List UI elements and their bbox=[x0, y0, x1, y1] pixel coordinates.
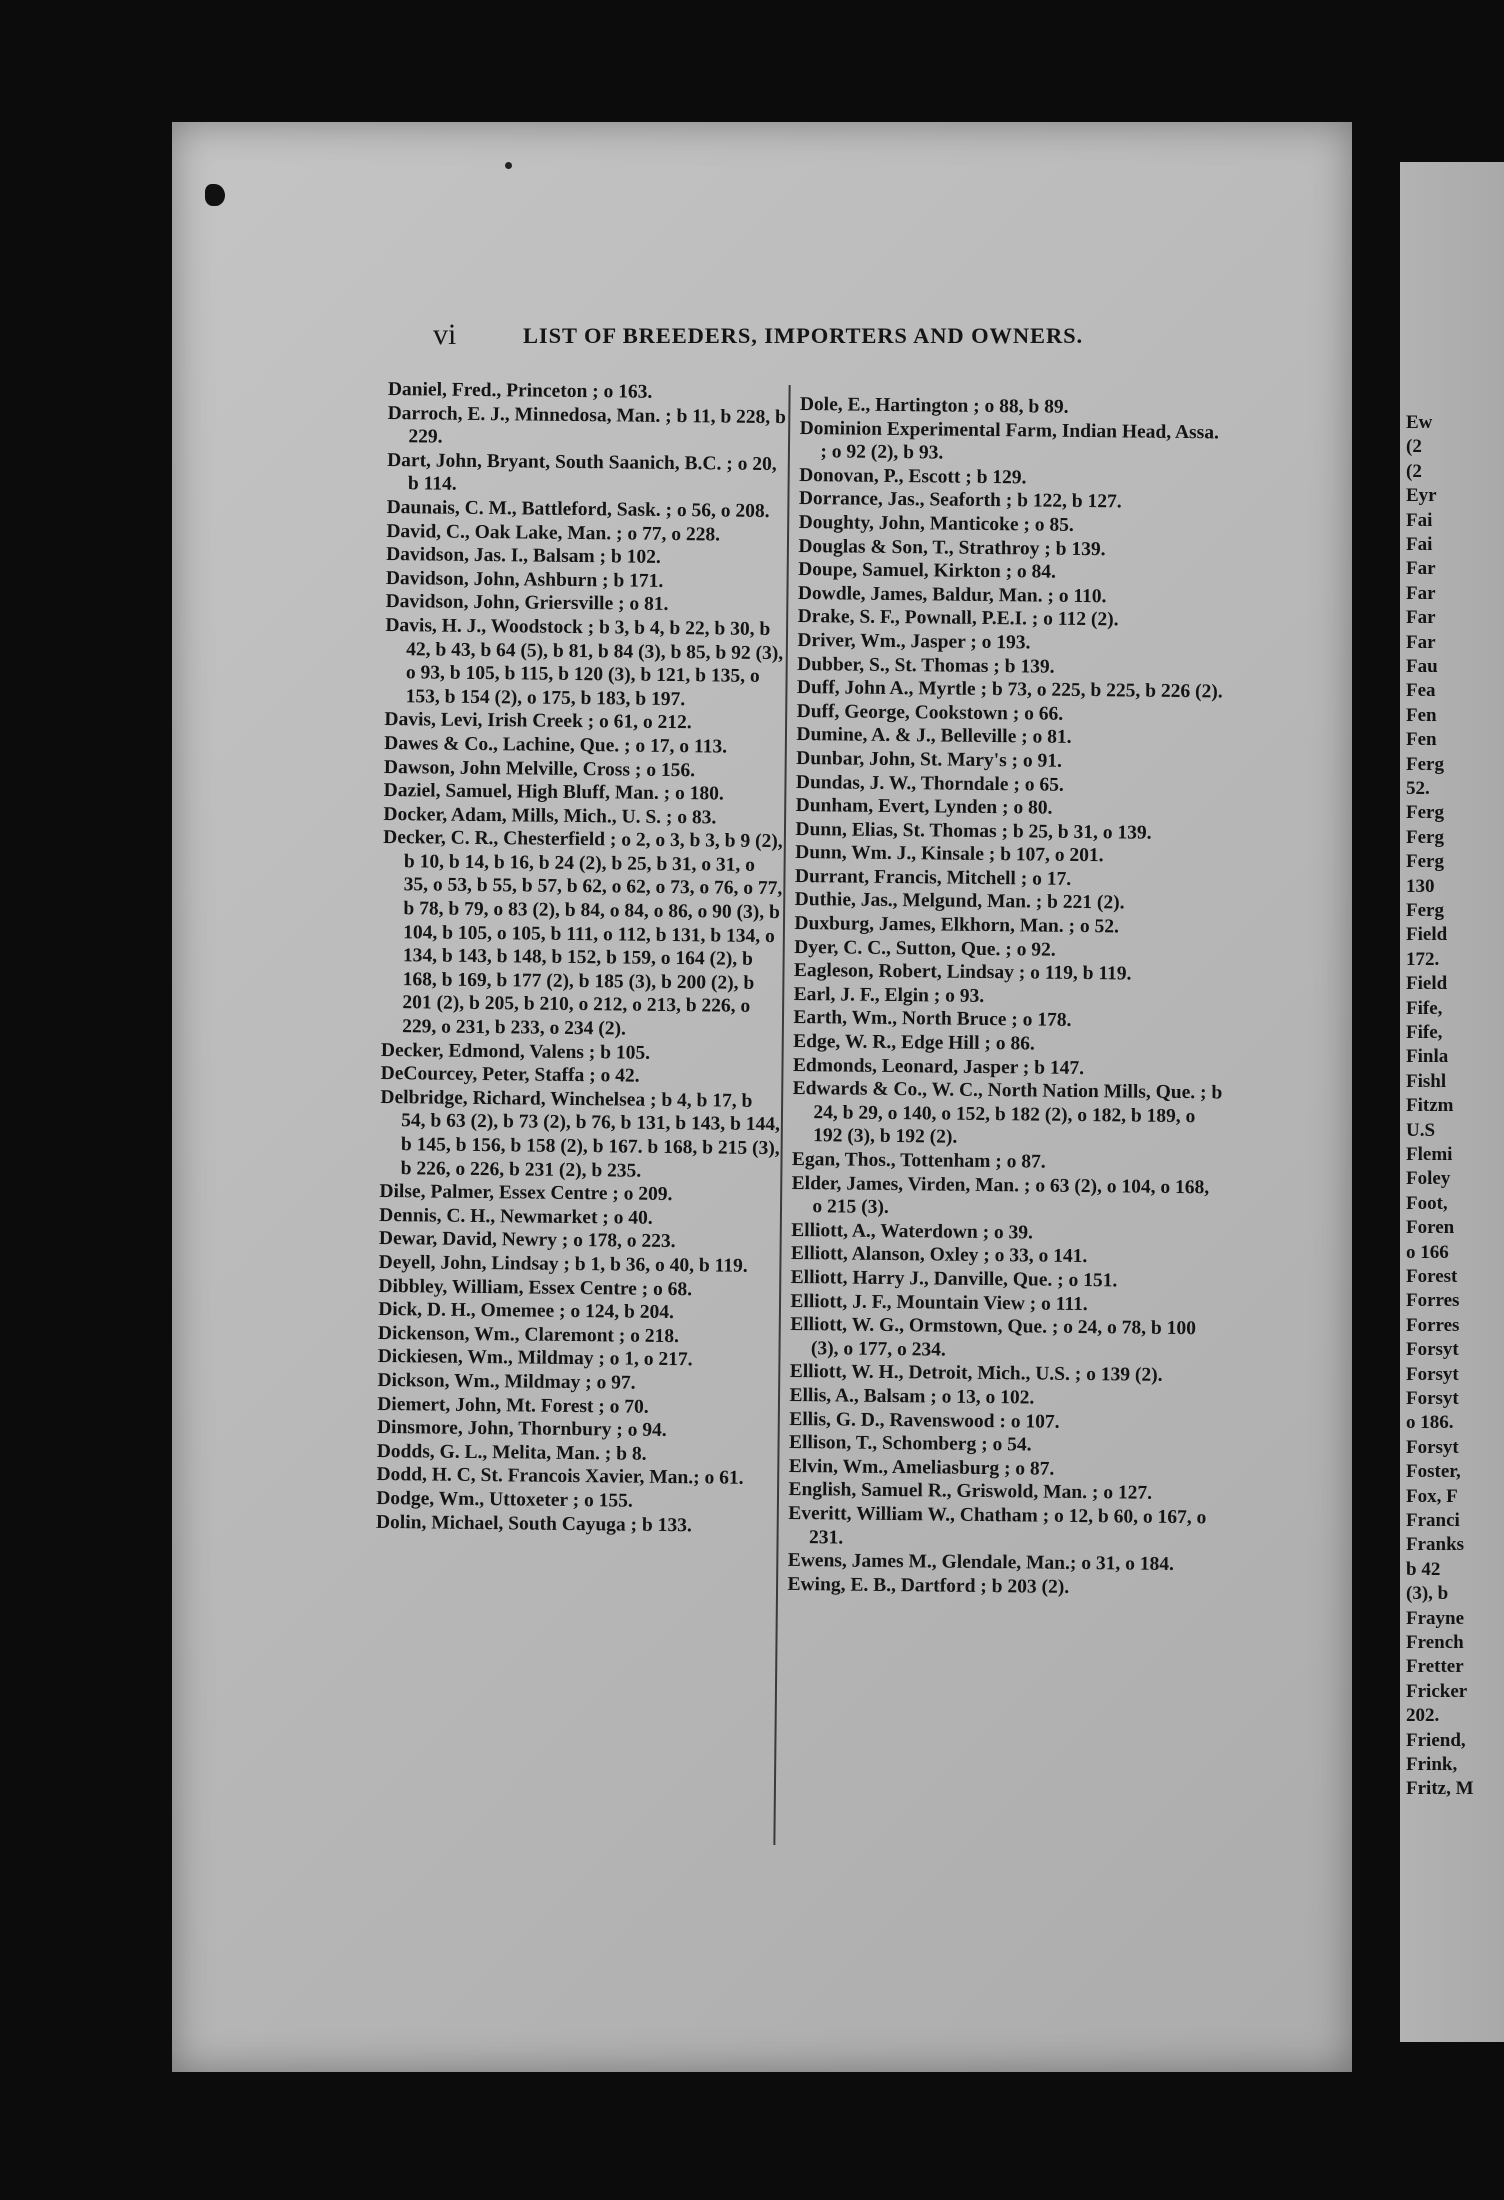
index-entry: Dundas, J. W., Thorndale ; o 65. bbox=[795, 771, 1064, 796]
index-entry: Dodds, G. L., Melita, Man. ; b 8. bbox=[376, 1440, 647, 1465]
index-entry: Edge, W. R., Edge Hill ; o 86. bbox=[793, 1030, 1035, 1055]
facing-page-fragment: Flemi bbox=[1406, 1144, 1453, 1165]
index-entry: Dumine, A. & J., Belleville ; o 81. bbox=[796, 724, 1072, 749]
facing-page-fragment: Fife, bbox=[1406, 1022, 1443, 1043]
index-entry: Davidson, Jas. I., Balsam ; b 102. bbox=[386, 544, 661, 569]
index-entry: Dominion Experimental Farm, Indian Head, Assa. ; o 92 (2), b 93. bbox=[799, 417, 1220, 464]
index-entry: Doughty, John, Manticoke ; o 85. bbox=[798, 511, 1074, 536]
index-entry: Decker, C. R., Chesterfield ; o 2, o 3, b 3, b 9 (2), b 10, b 14, b 16, b 24 (2), b 25, b 31, o 31, o 35, o 53, b 55, b 57, b 62, o 62, o 73, o 76, o 77, b 78, b 79, o 83 (2), b 84, o 84, o 86, o 90 (3), b 104, b 105, o 105, b 111, o 112, b 131, b 134, o 134, b 143, b 148, b 152, b 159, o 164 (2), b 168, b 169, b 177 (2), b 185 (3), b 200 (2), b 201 (2), b 205, b 210, o 212, o 213, b 226, o 229, o 231, b 233, o 234 (2). bbox=[383, 827, 783, 1040]
index-entry: Dunn, Elias, St. Thomas ; b 25, b 31, o 139. bbox=[795, 818, 1152, 844]
facing-page-fragment: (2 bbox=[1406, 460, 1422, 482]
facing-page-fragment: Foster, bbox=[1406, 1461, 1461, 1483]
index-entry: Edwards & Co., W. C., North Nation Mills, Que. ; b 24, b 29, o 140, o 152, b 182 (2), o 182, b 189, o 192 (3), b 192 (2). bbox=[792, 1078, 1223, 1149]
index-entry: Deyell, John, Lindsay ; b 1, b 36, o 40, b 119. bbox=[378, 1251, 748, 1277]
facing-page-fragment: o 166 bbox=[1406, 1241, 1449, 1263]
index-entry: David, C., Oak Lake, Man. ; o 77, o 228. bbox=[386, 520, 721, 546]
facing-page-fragment: Forsyt bbox=[1406, 1363, 1459, 1385]
facing-page-fragment: o 186. bbox=[1406, 1412, 1454, 1434]
index-entry: Dickiesen, Wm., Mildmay ; o 1, o 217. bbox=[377, 1346, 693, 1371]
index-entry: DeCourcey, Peter, Staffa ; o 42. bbox=[380, 1063, 640, 1087]
facing-page-fragment: Friend, bbox=[1406, 1729, 1466, 1751]
facing-page-fragment: Frayne bbox=[1406, 1607, 1465, 1629]
index-entry: Ewens, James M., Glendale, Man.; o 31, o 184. bbox=[787, 1550, 1175, 1576]
index-entry: Dick, D. H., Omemee ; o 124, b 204. bbox=[378, 1299, 675, 1324]
index-entry: Eagleson, Robert, Lindsay ; o 119, b 119. bbox=[793, 960, 1132, 985]
index-entry: Dibbley, William, Essex Centre ; o 68. bbox=[378, 1275, 693, 1300]
facing-page-fragment: Forsyt bbox=[1406, 1339, 1459, 1361]
index-entry: Delbridge, Richard, Winchelsea ; b 4, b 17, b 54, b 63 (2), b 73 (2), b 76, b 131, b 143, b 144, b 145, b 156, b 158 (2), b 167. b 168, b 215 (3), b 226, o 226, b 231 (2), b 235. bbox=[380, 1086, 780, 1182]
facing-page-fragment: (2 bbox=[1406, 436, 1422, 458]
index-entry: Dawes & Co., Lachine, Que. ; o 17, o 113. bbox=[384, 732, 728, 758]
index-entry: Edmonds, Leonard, Jasper ; b 147. bbox=[792, 1054, 1085, 1079]
facing-page-fragment: Eyr bbox=[1406, 485, 1437, 507]
index-entry: Elliott, Harry J., Danville, Que. ; o 151. bbox=[790, 1266, 1118, 1292]
facing-page-fragment: Foot, bbox=[1406, 1192, 1448, 1214]
facing-page-edge bbox=[1400, 162, 1504, 2042]
index-entry: Dinsmore, John, Thornbury ; o 94. bbox=[376, 1417, 667, 1442]
facing-page-fragment: Fishl bbox=[1406, 1070, 1447, 1092]
index-entry: Dunbar, John, St. Mary's ; o 91. bbox=[796, 747, 1063, 772]
index-entry: English, Samuel R., Griswold, Man. ; o 127. bbox=[788, 1479, 1153, 1505]
facing-page-fragment: Fea bbox=[1406, 680, 1436, 702]
page-header bbox=[433, 318, 1153, 352]
index-entry: Duxburg, James, Elkhorn, Man. ; o 52. bbox=[794, 913, 1120, 938]
index-entry: Dole, E., Hartington ; o 88, b 89. bbox=[799, 393, 1069, 418]
index-entry: Dunn, Wm. J., Kinsale ; b 107, o 201. bbox=[795, 842, 1104, 867]
facing-page-fragment: Ferg bbox=[1406, 826, 1444, 848]
index-entry: Daziel, Samuel, High Bluff, Man. ; o 180. bbox=[383, 780, 724, 805]
facing-page-fragment: Far bbox=[1406, 607, 1436, 629]
index-entry: Ewing, E. B., Dartford ; b 203 (2). bbox=[787, 1573, 1070, 1598]
page-number: vi bbox=[433, 318, 457, 351]
facing-page-fragment: Franks bbox=[1406, 1534, 1465, 1556]
ink-blot-mark bbox=[205, 184, 225, 206]
facing-page-fragment: Ferg bbox=[1406, 900, 1444, 921]
index-entry: Dart, John, Bryant, South Saanich, B.C. ; o 20, b 114. bbox=[387, 449, 777, 496]
index-entry: Diemert, John, Mt. Forest ; o 70. bbox=[377, 1393, 649, 1418]
index-entry: Durrant, Francis, Mitchell ; o 17. bbox=[794, 865, 1072, 890]
facing-page-fragment: Fen bbox=[1406, 704, 1437, 726]
index-entry: Elliott, A., Waterdown ; o 39. bbox=[791, 1219, 1034, 1244]
facing-page-fragment: Fai bbox=[1406, 509, 1433, 531]
index-entry: Duff, John A., Myrtle ; b 73, o 225, b 225, b 226 (2). bbox=[796, 677, 1223, 703]
index-entry: Drake, S. F., Pownall, P.E.I. ; o 112 (2). bbox=[797, 606, 1119, 631]
index-entry: Dunham, Evert, Lynden ; o 80. bbox=[795, 795, 1053, 819]
facing-page-fragment: Fox, F bbox=[1406, 1485, 1458, 1507]
index-entry: Duff, George, Cookstown ; o 66. bbox=[796, 700, 1064, 725]
index-entry: Dyer, C. C., Sutton, Que. ; o 92. bbox=[794, 936, 1056, 961]
index-entry: Dodge, Wm., Uttoxeter ; o 155. bbox=[376, 1487, 633, 1512]
index-entry: Davidson, John, Ashburn ; b 171. bbox=[385, 567, 664, 592]
facing-page-fragment: Ferg bbox=[1406, 802, 1444, 824]
index-entry: Daunais, C. M., Battleford, Sask. ; o 56, o 208. bbox=[386, 496, 770, 522]
facing-page-fragment: Fife, bbox=[1406, 997, 1443, 1019]
index-entry: Dowdle, James, Baldur, Man. ; o 110. bbox=[797, 582, 1107, 607]
page-title: LIST OF BREEDERS, IMPORTERS AND OWNERS. bbox=[523, 323, 1084, 348]
index-entry: Elvin, Wm., Ameliasburg ; o 87. bbox=[788, 1455, 1055, 1480]
index-entry: Earth, Wm., North Bruce ; o 178. bbox=[793, 1007, 1072, 1032]
facing-page-fragment: 172. bbox=[1406, 948, 1440, 970]
index-entry: Egan, Thos., Tottenham ; o 87. bbox=[791, 1148, 1046, 1173]
facing-page-fragment: French bbox=[1406, 1632, 1464, 1653]
facing-page-fragment: Fritz, M bbox=[1406, 1778, 1474, 1800]
index-entry: Decker, Edmond, Valens ; b 105. bbox=[380, 1039, 651, 1064]
facing-page-fragment: Fricker bbox=[1406, 1680, 1468, 1702]
index-entry: Doupe, Samuel, Kirkton ; o 84. bbox=[798, 559, 1057, 583]
index-entry: Ellis, G. D., Ravenswood : o 107. bbox=[789, 1408, 1060, 1433]
facing-page-fragment: 52. bbox=[1406, 778, 1430, 799]
index-entry: Ellison, T., Schomberg ; o 54. bbox=[788, 1432, 1032, 1456]
facing-page-fragment: Fen bbox=[1406, 729, 1437, 751]
left-column bbox=[376, 378, 788, 1538]
index-entry: Dilse, Palmer, Essex Centre ; o 209. bbox=[379, 1181, 673, 1206]
facing-page-fragment: U.S bbox=[1406, 1119, 1436, 1141]
facing-page-fragment: Fai bbox=[1406, 534, 1433, 555]
facing-page-fragment: Far bbox=[1406, 558, 1436, 580]
facing-page-fragment: Forres bbox=[1406, 1290, 1460, 1312]
facing-page-fragment: Ferg bbox=[1406, 753, 1444, 775]
right-column bbox=[787, 393, 1230, 1601]
facing-page-fragment: Franci bbox=[1406, 1510, 1460, 1531]
facing-page-fragment: Forest bbox=[1406, 1266, 1458, 1287]
index-entry: Dickson, Wm., Mildmay ; o 97. bbox=[377, 1369, 636, 1394]
facing-page-fragment: Forsyt bbox=[1406, 1436, 1459, 1458]
facing-page-fragment: Foren bbox=[1406, 1217, 1455, 1239]
index-entry: Earl, J. F., Elgin ; o 93. bbox=[793, 983, 985, 1007]
index-entry: Davis, H. J., Woodstock ; b 3, b 4, b 22, b 30, b 42, b 43, b 64 (5), b 81, b 84 (3), b 85, b 92 (3), o 93, b 105, b 115, b 120 (3), b 121, b 135, o 153, b 154 (2), o 175, b 183, b 197. bbox=[385, 614, 784, 710]
facing-page-fragment: Fau bbox=[1406, 656, 1438, 677]
facing-page-fragment: Ew bbox=[1406, 412, 1433, 433]
index-entry: Driver, Wm., Jasper ; o 193. bbox=[797, 629, 1031, 654]
facing-page-fragment: Fretter bbox=[1406, 1656, 1464, 1678]
facing-page-fragment: Far bbox=[1406, 582, 1436, 604]
index-entry: Darroch, E. J., Minnedosa, Man. ; b 11, b 228, b 229. bbox=[387, 402, 787, 448]
facing-page-fragment: Ferg bbox=[1406, 851, 1444, 873]
index-entry: Dorrance, Jas., Seaforth ; b 122, b 127. bbox=[798, 488, 1122, 513]
index-entry: Docker, Adam, Mills, Mich., U. S. ; o 83. bbox=[383, 803, 717, 829]
index-entry: Everitt, William W., Chatham ; o 12, b 60, o 167, o 231. bbox=[788, 1502, 1207, 1549]
ink-dot-mark bbox=[505, 162, 512, 169]
index-entry: Dewar, David, Newry ; o 178, o 223. bbox=[378, 1228, 676, 1253]
facing-page-fragment: Foley bbox=[1406, 1168, 1451, 1190]
facing-page-fragment: Forsyt bbox=[1406, 1388, 1459, 1409]
index-entry: Dubber, S., St. Thomas ; b 139. bbox=[797, 653, 1055, 678]
index-entry: Elliott, J. F., Mountain View ; o 111. bbox=[790, 1290, 1088, 1315]
index-entry: Douglas & Son, T., Strathroy ; b 139. bbox=[798, 535, 1106, 560]
facing-page-fragment: Far bbox=[1406, 631, 1436, 653]
facing-page-fragment: 130 bbox=[1406, 875, 1435, 897]
facing-page-fragment: 202. bbox=[1406, 1705, 1440, 1727]
facing-page-fragment: Fitzm bbox=[1406, 1095, 1454, 1117]
index-entry: Dennis, C. H., Newmarket ; o 40. bbox=[379, 1204, 653, 1229]
index-entry: Dickenson, Wm., Claremont ; o 218. bbox=[377, 1322, 680, 1347]
index-entry: Elliott, W. H., Detroit, Mich., U.S. ; o 139 (2). bbox=[789, 1361, 1163, 1387]
index-entry: Duthie, Jas., Melgund, Man. ; b 221 (2). bbox=[794, 889, 1125, 914]
facing-page-fragment: (3), b bbox=[1406, 1583, 1449, 1605]
index-entry: Dolin, Michael, South Cayuga ; b 133. bbox=[375, 1511, 692, 1536]
facing-page-fragment: Finla bbox=[1406, 1046, 1449, 1068]
index-entry: Dodd, H. C, St. Francois Xavier, Man.; o 61. bbox=[376, 1464, 744, 1490]
facing-page-fragment: Forres bbox=[1406, 1314, 1460, 1336]
index-entry: Elder, James, Virden, Man. ; o 63 (2), o 104, o 168, o 215 (3). bbox=[791, 1172, 1210, 1219]
facing-page-fragment: b 42 bbox=[1406, 1558, 1441, 1580]
index-entry: Daniel, Fred., Princeton ; o 163. bbox=[387, 378, 653, 403]
facing-page-fragment: Field bbox=[1406, 973, 1448, 995]
index-entry: Elliott, Alanson, Oxley ; o 33, o 141. bbox=[790, 1243, 1088, 1268]
facing-page-fragment: Field bbox=[1406, 924, 1448, 946]
index-entry: Donovan, P., Escott ; b 129. bbox=[799, 464, 1027, 489]
index-entry: Ellis, A., Balsam ; o 13, o 102. bbox=[789, 1384, 1035, 1409]
index-entry: Elliott, W. G., Ormstown, Que. ; o 24, o 78, b 100 (3), o 177, o 234. bbox=[790, 1314, 1197, 1361]
index-entry: Davis, Levi, Irish Creek ; o 61, o 212. bbox=[384, 709, 692, 734]
index-entry: Dawson, John Melville, Cross ; o 156. bbox=[383, 756, 696, 781]
index-entry: Davidson, John, Griersville ; o 81. bbox=[385, 591, 669, 616]
facing-page-fragment: Frink, bbox=[1406, 1754, 1458, 1775]
